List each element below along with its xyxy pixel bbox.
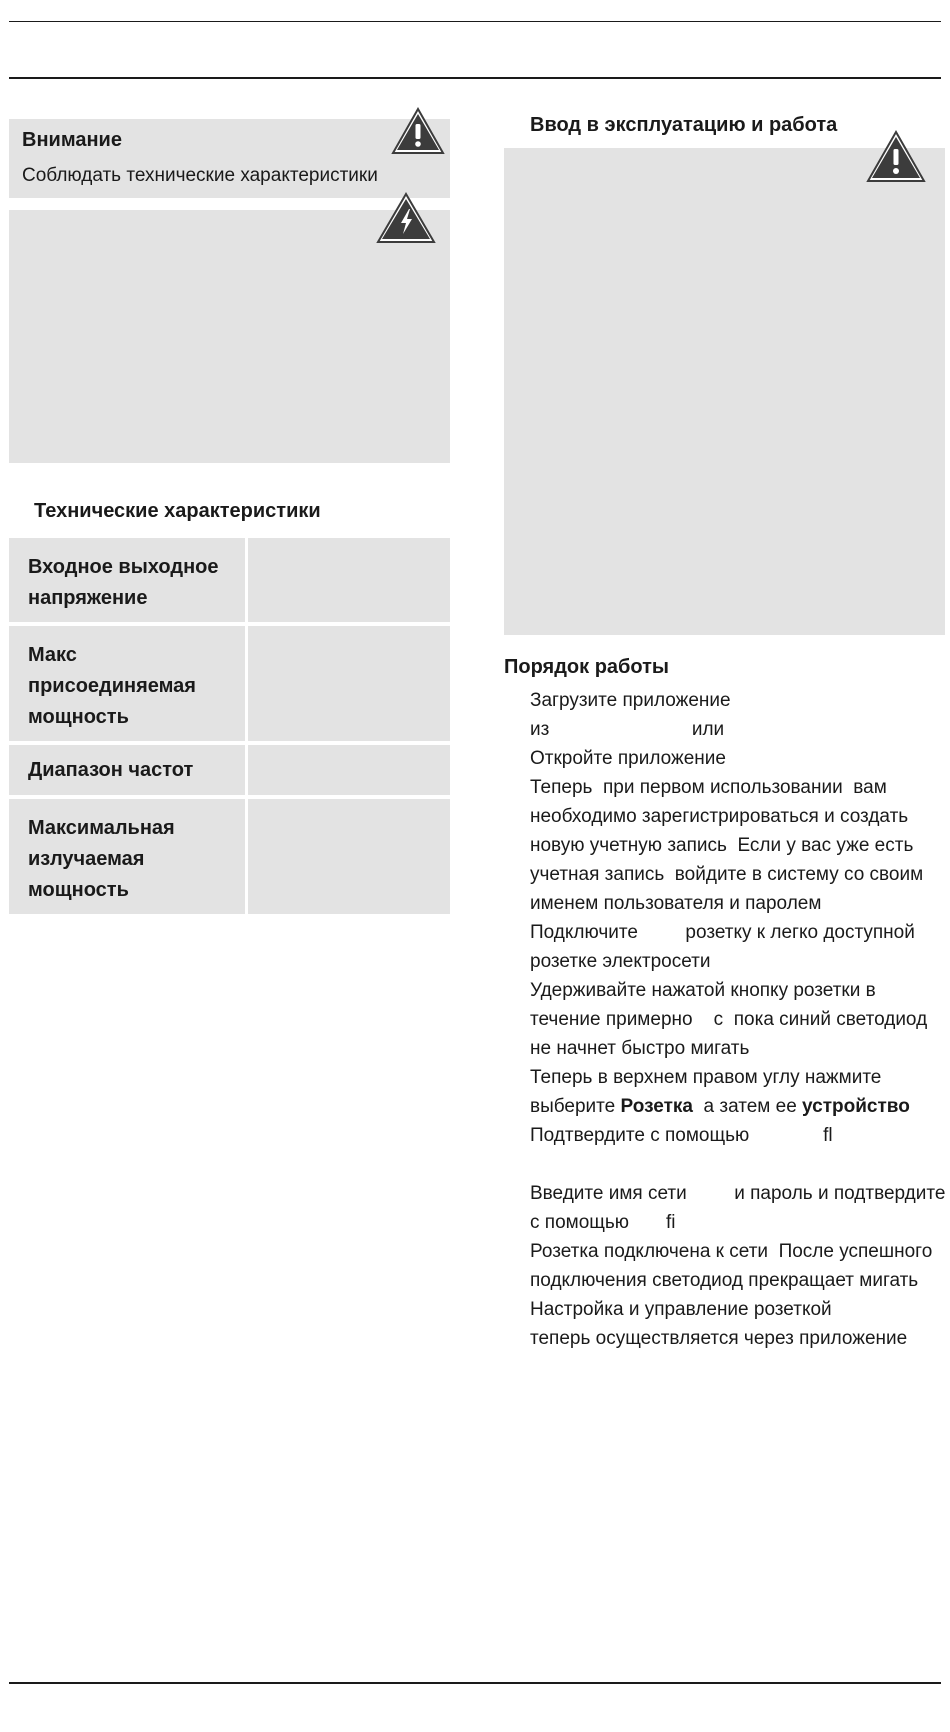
warning-box <box>9 119 450 198</box>
procedure-line: теперь осуществляется через приложение <box>530 1328 908 1349</box>
spec-label-cell <box>9 538 245 622</box>
procedure-line: из или <box>530 719 725 740</box>
procedure-text-fragment: выберите <box>530 1096 621 1117</box>
electrical-hazard-icon <box>376 192 436 244</box>
electrical-hazard-box <box>9 210 450 463</box>
warning-triangle-icon <box>866 130 926 183</box>
procedure-line: Подключите розетку к легко доступной <box>530 922 915 943</box>
procedure-line: розетке электросети <box>530 951 711 972</box>
procedure-line: именем пользователя и паролем <box>530 893 822 914</box>
procedure-line: Теперь при первом использовании вам <box>530 777 887 798</box>
warning-triangle-icon <box>391 107 445 155</box>
procedure-line: Введите имя сети и пароль и подтвердите <box>530 1183 946 1204</box>
procedure-line: течение примерно с пока синий светодиод <box>530 1009 928 1030</box>
top-rule <box>9 21 941 22</box>
spec-value-cell <box>248 538 450 622</box>
procedure-line: Настройка и управление розеткой <box>530 1299 832 1320</box>
spec-label-line: Входное выходное <box>28 556 219 578</box>
spec-label-line: Диапазон частот <box>28 759 194 781</box>
commissioning-heading: Ввод в эксплуатацию и работа <box>530 114 838 136</box>
procedure-line: с помощью fi <box>530 1212 676 1233</box>
spec-label-line: напряжение <box>28 587 148 609</box>
procedure-line: Подтвердите с помощью fl <box>530 1125 833 1146</box>
warning-title: Внимание <box>22 129 122 151</box>
spec-value-cell <box>248 626 450 741</box>
procedure-line: учетная запись войдите в систему со своим <box>530 864 924 885</box>
spec-label-cell <box>9 626 245 741</box>
spec-label-line: Макс <box>28 644 77 666</box>
procedure-line: Откройте приложение <box>530 748 726 769</box>
procedure-line: Удерживайте нажатой кнопку розетки в <box>530 980 876 1001</box>
header-rule <box>9 77 941 79</box>
procedure-line: новую учетную запись Если у вас уже есть <box>530 835 914 856</box>
procedure-text <box>530 686 950 1353</box>
spec-label-line: Максимальная <box>28 817 175 839</box>
spec-label-line: излучаемая <box>28 848 145 870</box>
procedure-heading: Порядок работы <box>504 656 669 678</box>
spec-label-line: мощность <box>28 879 129 901</box>
device-keyword: устройство <box>802 1096 910 1117</box>
procedure-line: необходимо зарегистрироваться и создать <box>530 806 909 827</box>
procedure-line: не начнет быстро мигать <box>530 1038 750 1059</box>
spec-label-line: присоединяемая <box>28 675 196 697</box>
specs-heading: Технические характеристики <box>34 500 321 522</box>
procedure-line: Теперь в верхнем правом углу нажмите <box>530 1067 882 1088</box>
procedure-line: подключения светодиод прекращает мигать <box>530 1270 919 1291</box>
spec-value-cell <box>248 799 450 914</box>
procedure-line: Розетка подключена к сети После успешного <box>530 1241 933 1262</box>
procedure-line-select <box>530 1092 950 1121</box>
procedure-text-fragment: а затем ее <box>692 1096 803 1117</box>
procedure-gap <box>530 1150 950 1179</box>
footer-rule <box>9 1682 941 1684</box>
spec-label-cell <box>9 745 245 795</box>
spec-label-line: мощность <box>28 706 129 728</box>
warning-text: Соблюдать технические характеристики <box>22 165 378 186</box>
socket-keyword: Розетка <box>620 1096 693 1117</box>
spec-value-cell <box>248 745 450 795</box>
spec-label-cell <box>9 799 245 914</box>
commissioning-box <box>504 148 945 635</box>
procedure-line: Загрузите приложение <box>530 690 731 711</box>
